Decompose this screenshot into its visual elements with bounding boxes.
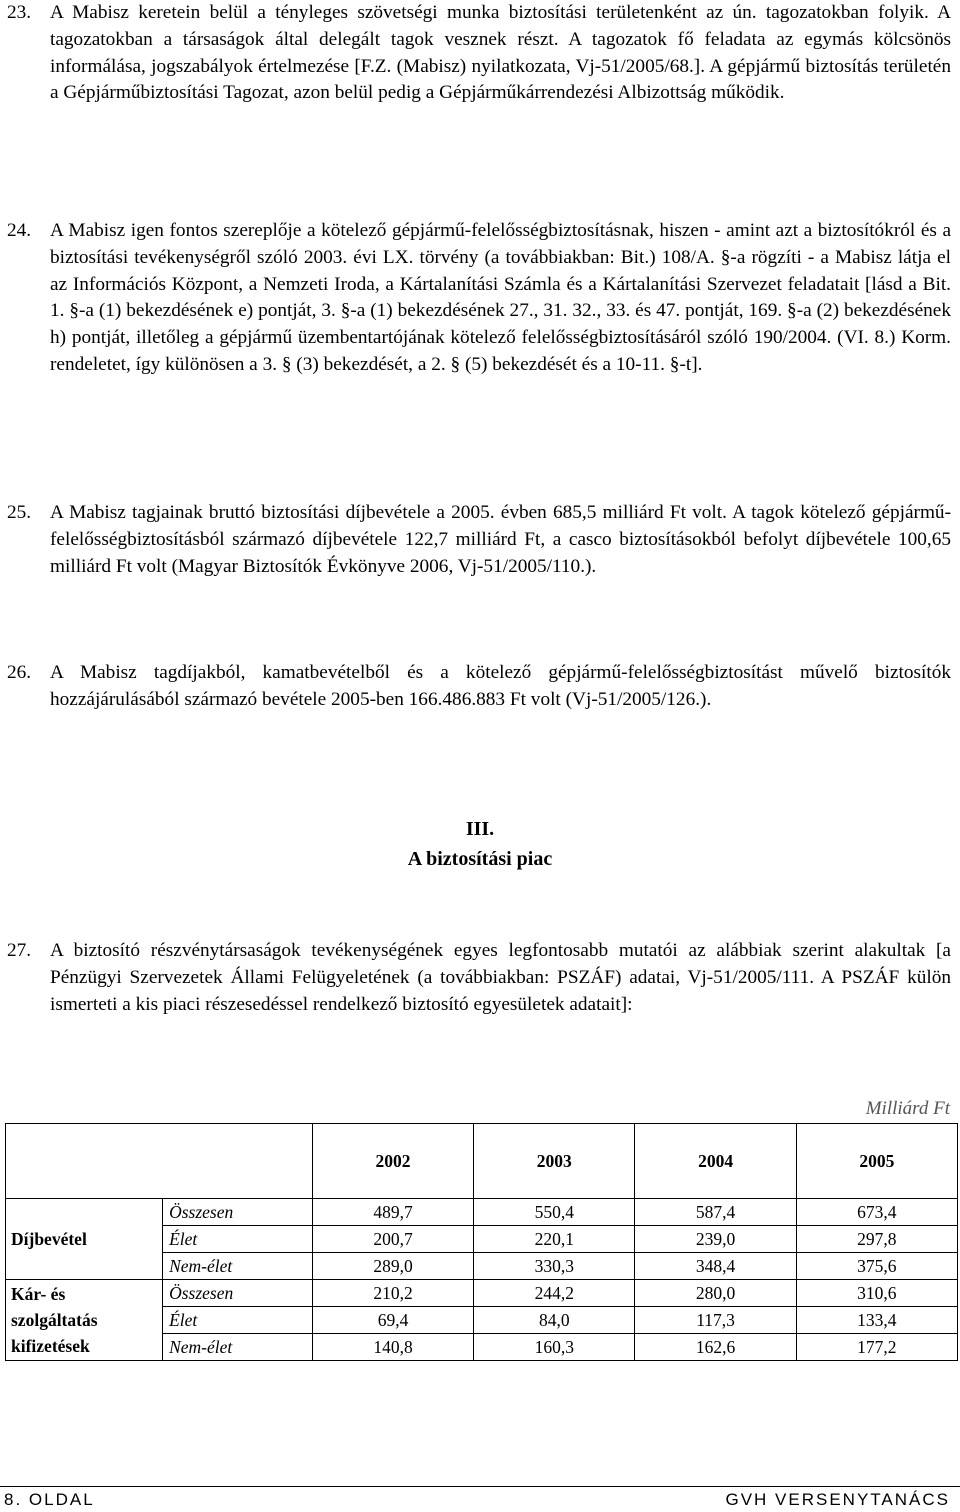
table-cell: 673,4 bbox=[796, 1199, 957, 1226]
table-cell: 297,8 bbox=[796, 1226, 957, 1253]
section-title: A biztosítási piac bbox=[407, 848, 553, 870]
table-cell: 239,0 bbox=[635, 1226, 796, 1253]
table-cell: 69,4 bbox=[312, 1307, 473, 1334]
row-label: Összesen bbox=[163, 1199, 313, 1226]
row-label: Élet bbox=[163, 1226, 313, 1253]
table-header-row bbox=[6, 1124, 958, 1199]
table-cell: 310,6 bbox=[796, 1280, 957, 1307]
table-cell: 84,0 bbox=[474, 1307, 635, 1334]
group-label: Díjbevétel bbox=[6, 1199, 163, 1280]
footer-divider bbox=[0, 1486, 960, 1487]
paragraph-24 bbox=[7, 218, 951, 379]
footer-organization: GVH VERSENYTANÁCS bbox=[725, 1490, 950, 1509]
paragraph-number: 26. bbox=[7, 662, 32, 683]
insurance-market-table bbox=[5, 1123, 958, 1361]
paragraph-text: A biztosító részvénytársaságok tevékenységének egyes legfontosabb mutatói az alábbiak szerint alakultak [a Pénzügyi Szervezetek Állami Felügyeletének (a továbbiakban: PSZÁF) adatai, Vj-51/2005/111. A PSZÁF külön ismerteti a kis piaci részesedéssel rendelkező biztosító egyesületek adatait]: bbox=[50, 940, 951, 1015]
paragraph-26 bbox=[7, 660, 951, 714]
year-header: 2005 bbox=[796, 1124, 957, 1199]
table-cell: 210,2 bbox=[312, 1280, 473, 1307]
paragraph-number: 24. bbox=[7, 220, 32, 241]
table-cell: 160,3 bbox=[474, 1334, 635, 1361]
paragraph-23 bbox=[7, 0, 951, 107]
group-label: Kár- és szolgáltatás kifizetések bbox=[6, 1280, 163, 1361]
row-label: Nem-élet bbox=[163, 1253, 313, 1280]
table-unit-label: Milliárd Ft bbox=[865, 1098, 950, 1119]
table-cell: 140,8 bbox=[312, 1334, 473, 1361]
year-header: 2004 bbox=[635, 1124, 796, 1199]
table-cell: 177,2 bbox=[796, 1334, 957, 1361]
table-cell: 200,7 bbox=[312, 1226, 473, 1253]
table-cell: 280,0 bbox=[635, 1280, 796, 1307]
table-cell: 133,4 bbox=[796, 1307, 957, 1334]
paragraph-27 bbox=[7, 938, 951, 1018]
table-cell: 587,4 bbox=[635, 1199, 796, 1226]
table-cell: 550,4 bbox=[474, 1199, 635, 1226]
paragraph-25 bbox=[7, 500, 951, 580]
table-cell: 289,0 bbox=[312, 1253, 473, 1280]
year-header: 2002 bbox=[312, 1124, 473, 1199]
page-number: 8. OLDAL bbox=[4, 1490, 95, 1509]
paragraph-text: A Mabisz tagjainak bruttó biztosítási díjbevétele a 2005. évben 685,5 milliárd Ft volt. A tagok kötelező gépjármű-felelősségbiztosításból származó díjbevétele 122,7 milliárd Ft, a casco biztosításokból befolyt díjbevétele 100,65 milliárd Ft volt (Magyar Biztosítók Évkönyve 2006, Vj-51/2005/110.). bbox=[50, 502, 951, 577]
section-number: III. bbox=[465, 818, 495, 840]
table-row bbox=[6, 1280, 958, 1307]
empty-header-cell bbox=[6, 1124, 163, 1199]
table-row bbox=[6, 1199, 958, 1226]
table-cell: 348,4 bbox=[635, 1253, 796, 1280]
table-cell: 117,3 bbox=[635, 1307, 796, 1334]
year-header: 2003 bbox=[474, 1124, 635, 1199]
paragraph-text: A Mabisz keretein belül a tényleges szövetségi munka biztosítási területenként az ún. tagozatokban folyik. A tagozatokban a társaságok által delegált tagok vesznek részt. A tagozatok fő feladata az egymás kölcsönös informálása, jogszabályok értelmezése [F.Z. (Mabisz) nyilatkozata, Vj-51/2005/68.]. A gépjármű biztosítás területén a Gépjárműbiztosítási Tagozat, azon belül pedig a Gépjárműkárrendezési Albizottság működik. bbox=[50, 2, 951, 104]
table-cell: 375,6 bbox=[796, 1253, 957, 1280]
paragraph-text: A Mabisz tagdíjakból, kamatbevételből és a kötelező gépjármű-felelősségbiztosítást művelő biztosítók hozzájárulásából származó bevétele 2005-ben 166.486.883 Ft volt (Vj-51/2005/126.). bbox=[50, 662, 951, 710]
table-cell: 489,7 bbox=[312, 1199, 473, 1226]
table-cell: 162,6 bbox=[635, 1334, 796, 1361]
paragraph-number: 25. bbox=[7, 502, 32, 523]
table-cell: 330,3 bbox=[474, 1253, 635, 1280]
table-cell: 220,1 bbox=[474, 1226, 635, 1253]
empty-header-cell bbox=[163, 1124, 313, 1199]
row-label: Nem-élet bbox=[163, 1334, 313, 1361]
table-cell: 244,2 bbox=[474, 1280, 635, 1307]
paragraph-text: A Mabisz igen fontos szereplője a kötelező gépjármű-felelősségbiztosításnak, hiszen - amint azt a biztosítókról és a biztosítási tevékenységről szóló 2003. évi LX. törvény (a továbbiakban: Bit.) 108/A. §-a rögzíti - a Mabisz látja el az Információs Központ, a Nemzeti Iroda, a Kártalanítási Számla és a Kártalanítási Szervezet feladatait [lásd a Bit. 1. §-a (1) bekezdésének e) pontját, 3. §-a (1) bekezdésének 27., 31. 32., 33. és 47. pontját, 169. §-a (2) bekezdésének h) pontját, illetőleg a gépjármű üzembentartójának kötelező felelősségbiztosításáról szóló 190/2004. (VI. 8.) Korm. rendeletet, így különösen a 3. § (3) bekezdését, a 2. § (5) bekezdését és a 10-11. §-t]. bbox=[50, 220, 951, 375]
paragraph-number: 23. bbox=[7, 2, 32, 23]
row-label: Élet bbox=[163, 1307, 313, 1334]
paragraph-number: 27. bbox=[7, 940, 32, 961]
row-label: Összesen bbox=[163, 1280, 313, 1307]
